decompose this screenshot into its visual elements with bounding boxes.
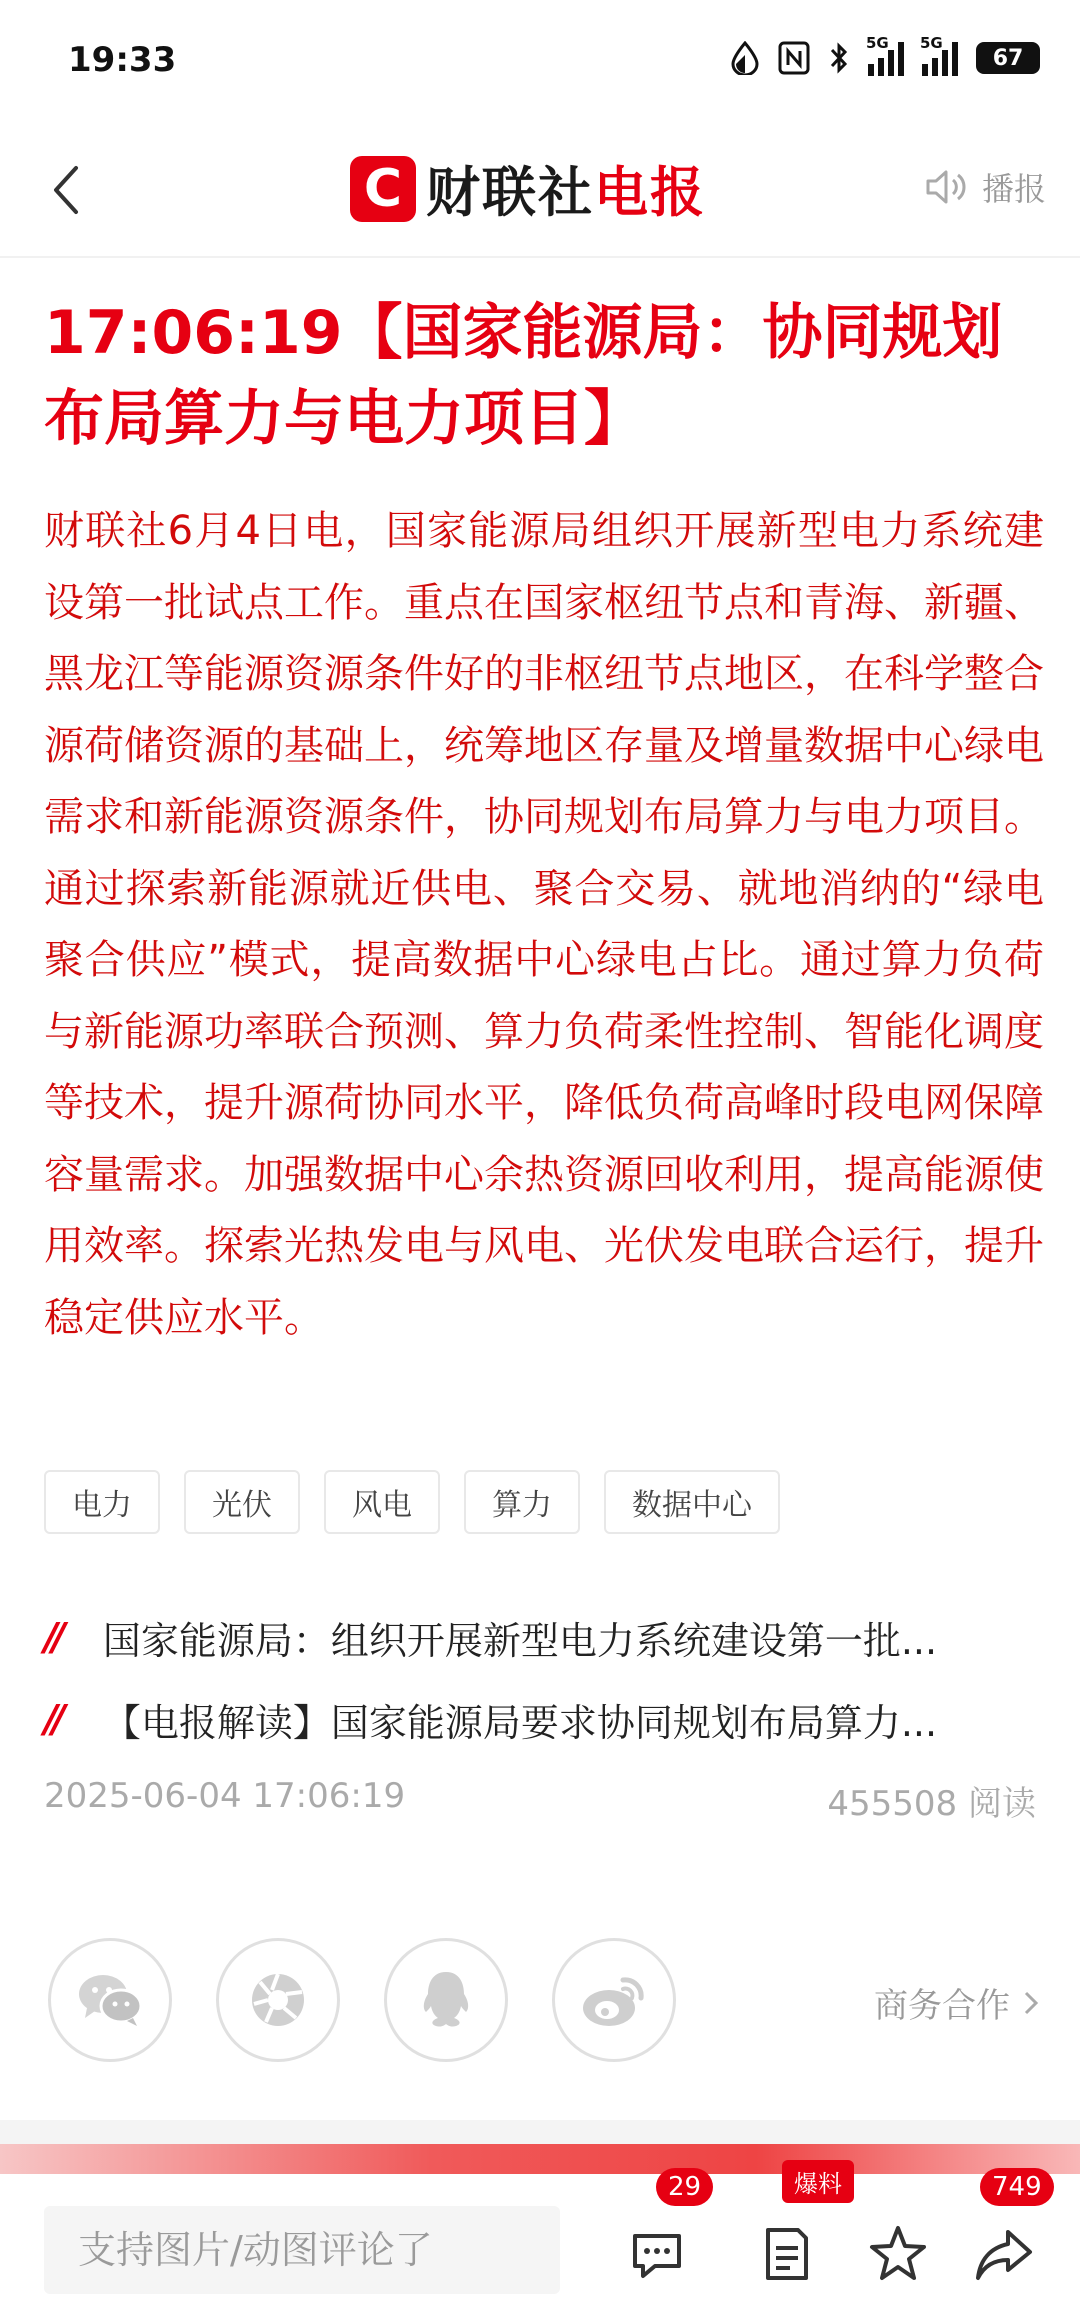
comment-icon [625, 2222, 689, 2286]
related-title: 国家能源局：组织开展新型电力系统建设第一批... [102, 1618, 938, 1663]
bottom-bar [0, 2170, 1080, 2301]
share-count-badge: 749 [980, 2168, 1054, 2206]
tag-item[interactable]: 电力 [44, 1470, 160, 1534]
business-label: 商务合作 [874, 1986, 1010, 2026]
related-list [44, 1596, 1044, 1760]
read-count: 455508 阅读 [827, 1784, 1036, 1824]
article-title: 17:06:19【国家能源局：协同规划布局算力与电力项目】 [44, 298, 1003, 454]
related-title: 【电报解读】国家能源局要求协同规划布局算力... [102, 1700, 938, 1745]
share-moments-button[interactable] [216, 1938, 340, 2062]
status-bar [0, 0, 1080, 120]
battery-icon: 67 [976, 42, 1040, 74]
status-icons [730, 34, 1040, 76]
data-saver-icon [730, 41, 760, 75]
tag-item[interactable]: 数据中心 [604, 1470, 780, 1534]
tag-item[interactable]: 算力 [464, 1470, 580, 1534]
tag-list [44, 1470, 780, 1534]
logo-mark: C [350, 156, 416, 222]
wechat-icon [75, 1970, 145, 2030]
nfc-icon [778, 41, 810, 75]
speaker-icon [924, 167, 970, 207]
document-icon [754, 2222, 818, 2286]
comment-count-badge: 29 [656, 2168, 713, 2206]
star-icon [866, 2222, 930, 2286]
broadcast-label: 播报 [981, 170, 1046, 208]
related-mark: // [44, 1697, 60, 1741]
qq-icon [418, 1968, 474, 2032]
app-header [0, 120, 1080, 260]
chevron-right-icon [1022, 1989, 1040, 2017]
broadcast-button[interactable] [924, 164, 1046, 210]
tag-item[interactable]: 光伏 [184, 1470, 300, 1534]
related-item[interactable] [44, 1678, 1044, 1760]
article-body: 财联社6月4日电，国家能源局组织开展新型电力系统建设第一批试点工作。重点在国家枢纽节点和青海、新疆、黑龙江等能源资源条件好的非枢纽节点地区，在科学整合源荷储资源的基础上，统筹地区存量及增量数据中心绿电需求和新能源资源条件，协同规划布局算力与电力项目。通过探索新能源就近供电、聚合交易、就地消纳的“绿电聚合供应”模式，提高数据中心绿电占比。通过算力负荷与新能源功率联合预测、算力负荷柔性控制、智能化调度等技术，提升源荷协同水平，降低负荷高峰时段电网保障容量需求。加强数据中心余热资源回收利用，提高能源使用效率。探索光热发电与风电、光伏发电联合运行，提升稳定供应水平。 [44, 508, 1044, 1341]
comment-input[interactable] [44, 2206, 560, 2294]
share-weibo-button[interactable] [552, 1938, 676, 2062]
moments-icon [246, 1968, 310, 2032]
logo-text: 财联社电报 [426, 161, 706, 224]
favorite-button[interactable] [866, 2222, 930, 2286]
cellular-signal-2-icon: 5G [922, 40, 958, 76]
header-divider [0, 256, 1080, 258]
share-button[interactable] [972, 2222, 1036, 2286]
tipoff-badge: 爆料 [782, 2160, 854, 2203]
share-row [48, 1938, 676, 2062]
bluetooth-icon [828, 41, 850, 75]
tag-item[interactable]: 风电 [324, 1470, 440, 1534]
publish-datetime: 2025-06-04 17:06:19 [44, 1776, 406, 1816]
share-wechat-button[interactable] [48, 1938, 172, 2062]
share-qq-button[interactable] [384, 1938, 508, 2062]
app-logo [350, 150, 706, 227]
back-button[interactable] [44, 160, 92, 220]
business-cooperation-link[interactable] [874, 1978, 1040, 2027]
related-item[interactable] [44, 1596, 1044, 1678]
related-mark: // [44, 1615, 60, 1659]
section-separator [0, 2120, 1080, 2144]
article-meta [44, 1776, 1036, 1825]
comments-button[interactable] [625, 2222, 689, 2286]
status-time: 19:33 [68, 40, 177, 80]
tipoff-button[interactable] [754, 2222, 818, 2286]
cellular-signal-1-icon: 5G [868, 40, 904, 76]
banner-strip [0, 2144, 1080, 2174]
weibo-icon [579, 1970, 649, 2030]
share-arrow-icon [972, 2222, 1036, 2286]
